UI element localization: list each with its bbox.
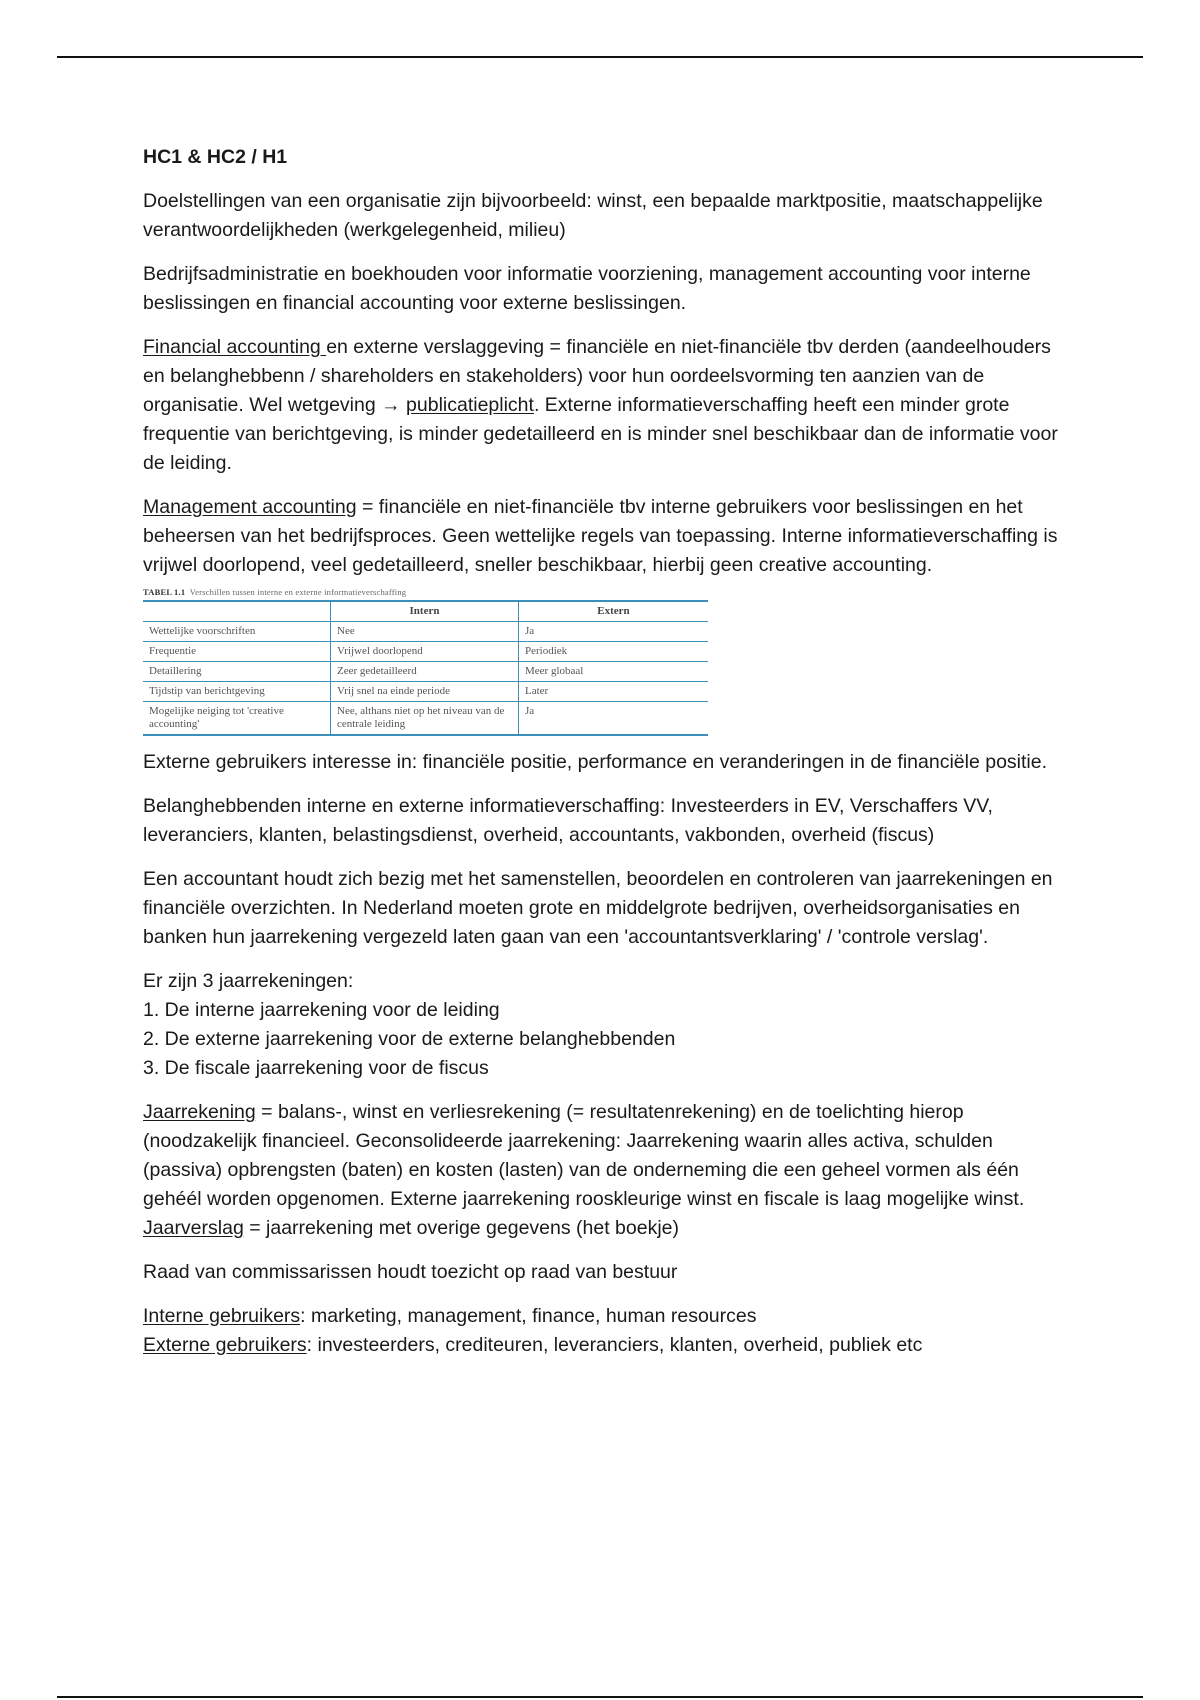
table-cell: Periodiek: [519, 642, 709, 662]
table-cell: Mogelijke neiging tot 'creative accounting': [143, 702, 331, 736]
table-cell: Vrij snel na einde periode: [331, 682, 519, 702]
paragraph-text: : investeerders, crediteuren, leveranciers, klanten, overheid, publiek etc: [306, 1334, 923, 1356]
table-cell: Ja: [519, 702, 709, 736]
table-cell: Zeer gedetailleerd: [331, 662, 519, 682]
table-header-cell: [143, 601, 331, 622]
list-intro: Er zijn 3 jaarrekeningen:: [143, 970, 354, 992]
paragraph-text: en externe verslaggeving = financiële en niet-financiële tbv derden (aandeelhouders en belanghebbenn / shareholders en stakeholders) voor hun oordeelsvorming ten aanzien van de organisatie. Wel wetgeving →: [143, 336, 1051, 416]
paragraph-external-users-interest: Externe gebruikers interesse in: financiële positie, performance en veranderingen in de financiële positie.: [143, 751, 1048, 773]
table-header-cell: Extern: [519, 601, 709, 622]
paragraph-jaarrekening: [143, 1098, 1063, 1243]
term-publicatieplicht: publicatieplicht: [406, 394, 534, 416]
list-item: 1. De interne jaarrekening voor de leiding: [143, 999, 500, 1021]
table-caption: TABEL 1.1 Verschillen tussen interne en externe informatieverschaffing: [143, 587, 407, 597]
paragraph-raad: Raad van commissarissen houdt toezicht op raad van bestuur: [143, 1261, 678, 1283]
table-cell: Nee: [331, 622, 519, 642]
table-cell: Nee, althans niet op het niveau van de centrale leiding: [331, 702, 519, 736]
table-cell: Tijdstip van berichtgeving: [143, 682, 331, 702]
table-cell: Later: [519, 682, 709, 702]
paragraph-text: = jaarrekening met overige gegevens (het boekje): [243, 1217, 680, 1239]
term-management-accounting: Management accounting: [143, 496, 357, 518]
table-cell: Detaillering: [143, 662, 331, 682]
term-interne-gebruikers: Interne gebruikers: [143, 1305, 301, 1327]
table-row: [143, 642, 708, 662]
term-jaarverslag: Jaarverslag: [143, 1217, 244, 1239]
table-cell: Frequentie: [143, 642, 331, 662]
term-financial-accounting: Financial accounting: [143, 336, 327, 358]
page-heading: HC1 & HC2 / H1: [143, 146, 288, 168]
paragraph-users: [143, 1302, 1063, 1360]
table-header-row: [143, 601, 708, 622]
top-rule: [57, 56, 1143, 58]
term-externe-gebruikers: Externe gebruikers: [143, 1334, 307, 1356]
table-cell: Wettelijke voorschriften: [143, 622, 331, 642]
document-body: [143, 143, 1063, 1375]
list-item: 3. De fiscale jaarrekening voor de fiscus: [143, 1057, 489, 1079]
table-row: [143, 622, 708, 642]
paragraph-management-accounting: [143, 493, 1063, 580]
paragraph-administration: Bedrijfsadministratie en boekhouden voor informatie voorziening, management accounting voor interne beslissingen en financial accounting voor externe beslissingen.: [143, 263, 1031, 314]
table-header-cell: Intern: [331, 601, 519, 622]
table-cell: Meer globaal: [519, 662, 709, 682]
paragraph-goals: Doelstellingen van een organisatie zijn bijvoorbeeld: winst, een bepaalde marktpositie, maatschappelijke verantwoordelijkheden (werkgelegenheid, milieu): [143, 190, 1043, 241]
term-jaarrekening: Jaarrekening: [143, 1101, 256, 1123]
paragraph-text: : marketing, management, finance, human resources: [300, 1305, 757, 1327]
paragraph-text: = financiële en niet-financiële tbv interne gebruikers voor beslissingen en het beheersen van het bedrijfsproces. Geen wettelijke regels van toepassing. Interne informatieverschaffing is vrijwel doorlopend, veel gedetailleerd, sneller beschikbaar, hierbij geen creative accounting.: [143, 496, 1058, 576]
table-cell: Vrijwel doorlopend: [331, 642, 519, 662]
list-jaarrekeningen: [143, 967, 1063, 1083]
comparison-table-figure: [143, 586, 708, 736]
paragraph-financial-accounting: [143, 333, 1063, 478]
paragraph-accountant: Een accountant houdt zich bezig met het samenstellen, beoordelen en controleren van jaarrekeningen en financiële overzichten. In Nederland moeten grote en middelgrote bedrijven, overheidsorganisaties en banken hun jaarrekening vergezeld laten gaan van een 'accountantsverklaring' / 'controle verslag'.: [143, 868, 1053, 948]
table-row: [143, 702, 708, 736]
table-row: [143, 682, 708, 702]
list-item: 2. De externe jaarrekening voor de externe belanghebbenden: [143, 1028, 676, 1050]
paragraph-text: = balans-, winst en verliesrekening (= resultatenrekening) en de toelichting hierop (noodzakelijk financieel. Geconsolideerde jaarrekening: Jaarrekening waarin alles activa, schulden (passiva) opbrengsten (baten) en kosten (lasten) van de onderneming die een geheel vormen als één gehéél worden opgenomen. Externe jaarrekening rooskleurige winst en fiscale is laag mogelijke winst.: [143, 1101, 1025, 1210]
table-cell: Ja: [519, 622, 709, 642]
paragraph-text: . Externe informatieverschaffing heeft een minder grote frequentie van berichtgeving, is minder gedetailleerd en is minder snel beschikbaar dan de informatie voor de leiding.: [143, 394, 1058, 474]
bottom-rule: [57, 1696, 1143, 1698]
paragraph-stakeholders: Belanghebbenden interne en externe informatieverschaffing: Investeerders in EV, Verschaffers VV, leveranciers, klanten, belastingsdienst, overheid, accountants, vakbonden, overheid (fiscus): [143, 795, 993, 846]
table-row: [143, 662, 708, 682]
comparison-table: [143, 600, 708, 736]
